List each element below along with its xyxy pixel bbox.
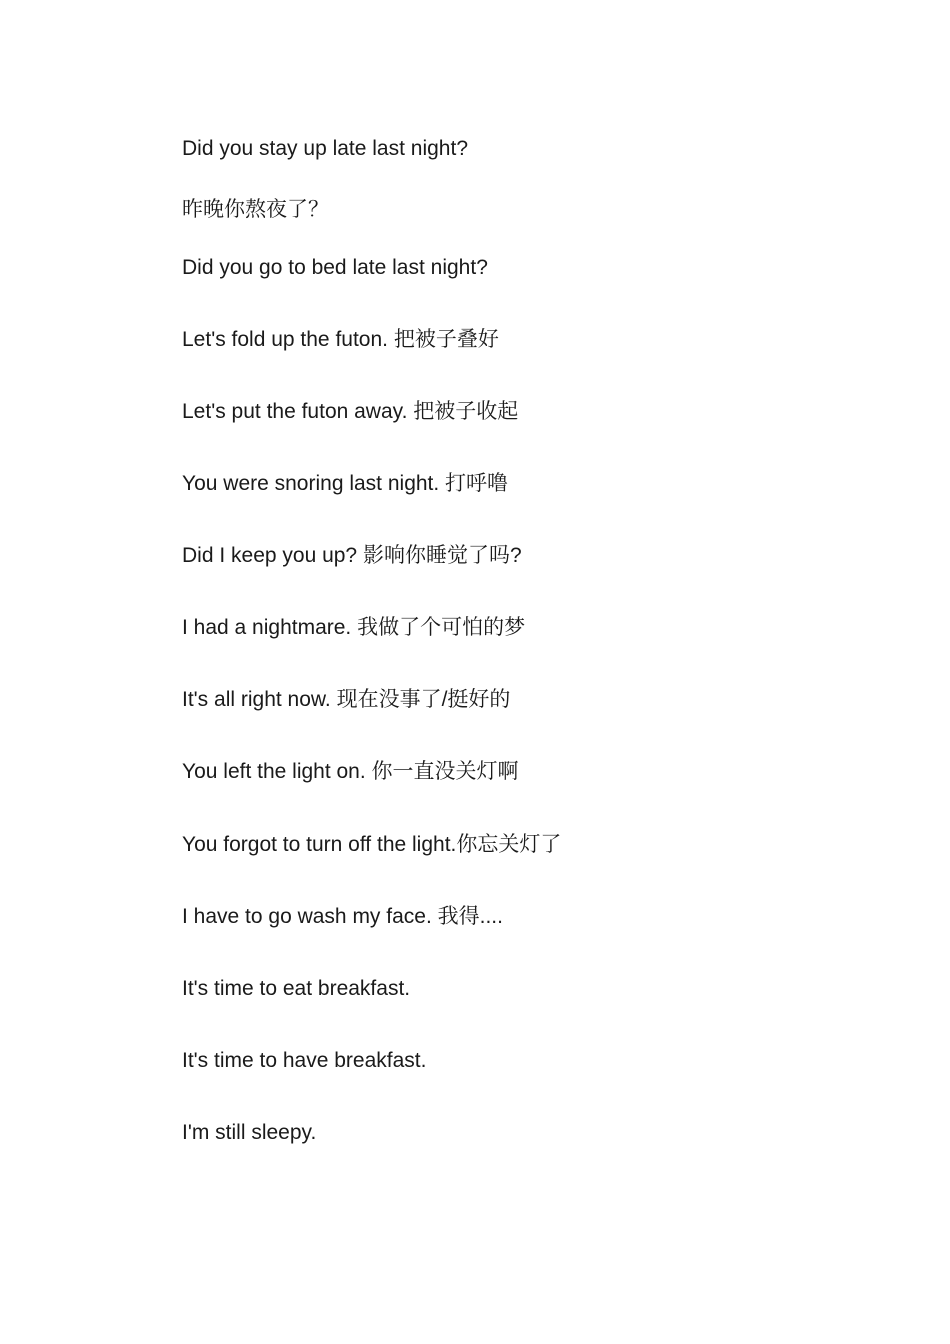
text-line: It's all right now. 现在没事了/挺好的 bbox=[182, 688, 511, 711]
text-line: You were snoring last night. 打呼噜 bbox=[182, 472, 509, 495]
text-line: I'm still sleepy. bbox=[182, 1121, 317, 1144]
text-line: You left the light on. 你一直没关灯啊 bbox=[182, 760, 519, 783]
text-line: Did you stay up late last night? bbox=[182, 137, 469, 160]
text-line: I had a nightmare. 我做了个可怕的梦 bbox=[182, 616, 526, 639]
text-line: 昨晚你熬夜了？ bbox=[182, 197, 329, 221]
text-line: It's time to eat breakfast. bbox=[182, 977, 411, 1000]
text-line: Did you go to bed late last night? bbox=[182, 256, 488, 279]
text-line: Did I keep you up? 影响你睡觉了吗? bbox=[182, 544, 522, 567]
text-line: Let's fold up the futon. 把被子叠好 bbox=[182, 328, 499, 351]
text-line: It's time to have breakfast. bbox=[182, 1049, 427, 1072]
text-line: Let's put the futon away. 把被子收起 bbox=[182, 400, 519, 423]
text-line: You forgot to turn off the light.你忘关灯了 bbox=[182, 833, 562, 856]
text-line: I have to go wash my face. 我得.... bbox=[182, 905, 503, 928]
